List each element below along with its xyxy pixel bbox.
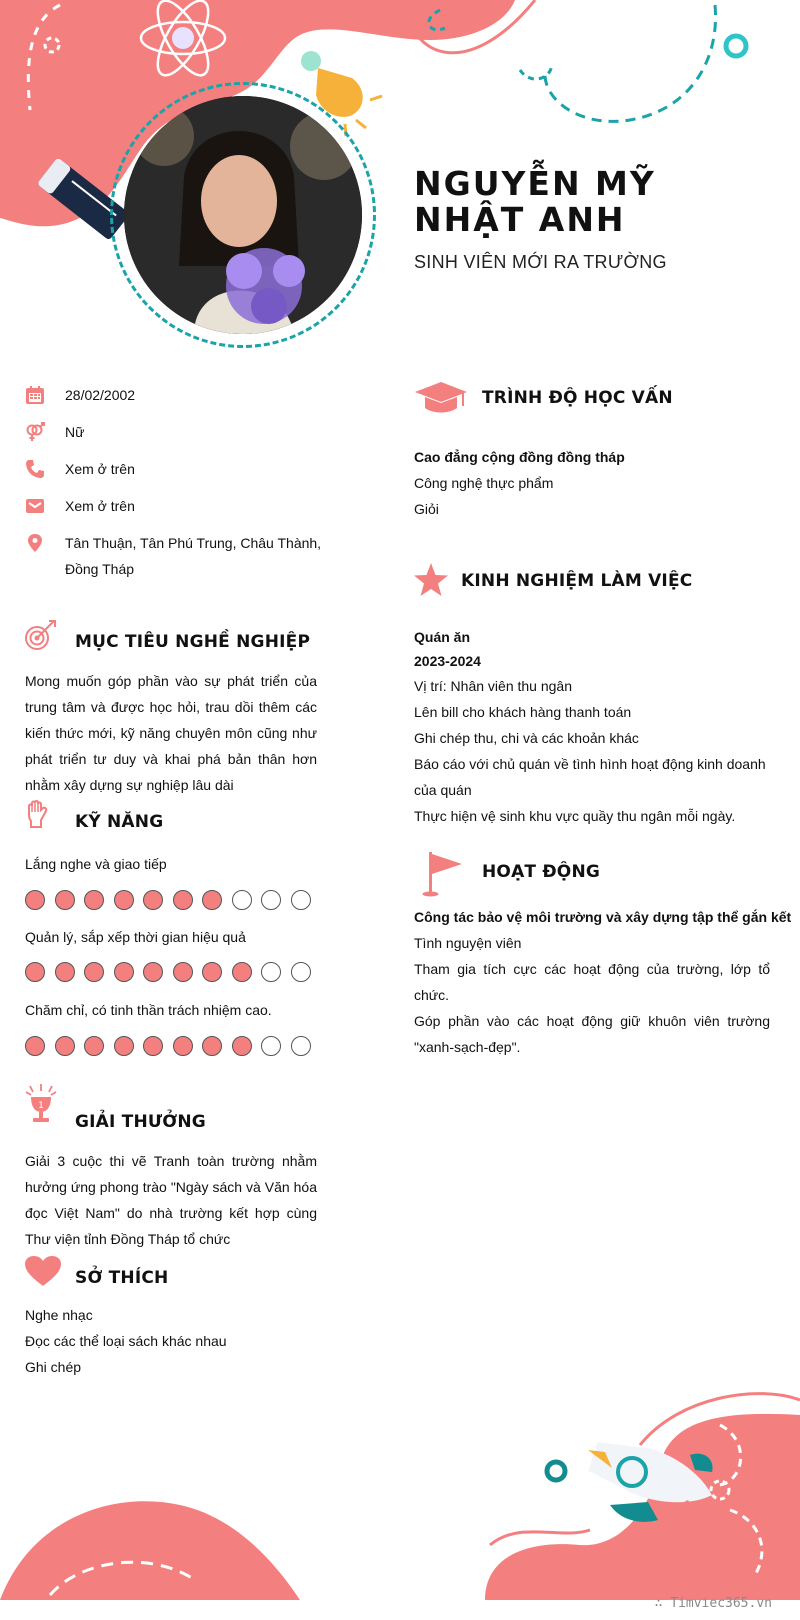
hobby-item: Nghe nhạc (25, 1307, 93, 1323)
skill-rating (25, 1036, 320, 1056)
company-name: Quán ăn (414, 629, 471, 645)
duty-item: Ghi chép thu, chi và các khoản khác (414, 730, 639, 746)
target-icon (24, 618, 58, 652)
work-position: Vị trí: Nhân viên thu ngân (414, 678, 572, 694)
avatar (124, 96, 362, 334)
rating-dot-filled (143, 1036, 163, 1056)
graduation-cap-icon (413, 380, 469, 416)
job-title: SINH VIÊN MỚI RA TRƯỜNG (414, 252, 667, 272)
dashed-path-right (545, 5, 716, 121)
duty-item: Thực hiện vệ sinh khu vực quầy thu ngân mỗi ngày. (414, 808, 736, 824)
rating-dot-empty (261, 1036, 281, 1056)
rating-dot-filled (114, 962, 134, 982)
email-row (25, 496, 325, 519)
skills-title: KỸ NĂNG (75, 812, 164, 832)
rating-dot-empty (261, 962, 281, 982)
rating-dot-filled (25, 890, 45, 910)
phone-value: Xem ở trên (65, 461, 135, 477)
rating-dot-filled (114, 890, 134, 910)
location-pin-icon (25, 533, 45, 553)
teal-ring (726, 36, 746, 56)
address-row (25, 533, 325, 582)
rating-dot-filled (55, 962, 75, 982)
hobbies-title: SỞ THÍCH (75, 1268, 169, 1288)
skill-name: Quản lý, sắp xếp thời gian hiệu quả (25, 929, 246, 945)
work-period: 2023-2024 (414, 653, 481, 669)
mail-icon (25, 496, 45, 516)
email-value: Xem ở trên (65, 498, 135, 514)
footer-decoration (0, 1390, 800, 1620)
hobby-item: Đọc các thể loại sách khác nhau (25, 1333, 227, 1349)
rating-dot-filled (202, 1036, 222, 1056)
activities-title: HOẠT ĐỘNG (482, 862, 601, 882)
activities-details (414, 904, 792, 1060)
phone-row (25, 459, 325, 482)
rating-dot-empty (261, 890, 281, 910)
rating-dot-filled (202, 890, 222, 910)
candidate-name: NGUYỄN MỸ NHẬT ANH (414, 164, 656, 239)
hobbies-list (25, 1302, 227, 1380)
address-value: Tân Thuận, Tân Phú Trung, Châu Thành, Đồng Tháp (65, 535, 322, 577)
rating-dot-filled (173, 1036, 193, 1056)
awards-text: Giải 3 cuộc thi vẽ Tranh toàn trường nhằm hưởng ứng phong trào "Ngày sách và Văn hóa đọc Việt Nam" do nhà trường kết hợp cùng Thư viện tỉnh Đồng Tháp tổ chức (25, 1153, 317, 1247)
rating-dot-filled (114, 1036, 134, 1056)
objective-text: Mong muốn góp phần vào sự phát triển của trung tâm và được học hỏi, trau dồi thêm các kiến thức mới, kỹ năng chuyên môn cũng như phát triển tư duy và khai phá bản thân hơn nhằm xây dựng sự nghiệp lâu dài (25, 673, 317, 793)
teal-ring (547, 1462, 565, 1480)
rating-dot-filled (55, 1036, 75, 1056)
duty-item: Lên bill cho khách hàng thanh toán (414, 704, 632, 720)
skill-name: Lắng nghe và giao tiếp (25, 856, 167, 872)
rating-dot-filled (232, 1036, 252, 1056)
heart-icon (24, 1255, 62, 1287)
rating-dot-filled (55, 890, 75, 910)
rating-dot-filled (84, 1036, 104, 1056)
education-title: TRÌNH ĐỘ HỌC VẤN (482, 388, 673, 408)
gender-icon (25, 422, 45, 442)
education-grade: Giỏi (414, 501, 439, 517)
birthday-row (25, 385, 325, 408)
school-name: Cao đẳng cộng đồng đồng tháp (414, 449, 625, 465)
awards-title: GIẢI THƯỞNG (75, 1112, 206, 1132)
rating-dot-empty (291, 962, 311, 982)
rating-dot-filled (173, 890, 193, 910)
gender-value: Nữ (65, 424, 85, 440)
svg-text:1: 1 (38, 1101, 44, 1111)
rating-dot-filled (143, 962, 163, 982)
calendar-icon (25, 385, 45, 405)
flag-icon (420, 850, 464, 898)
trophy-icon (24, 1084, 58, 1124)
activity-role: Tình nguyện viên (414, 935, 522, 951)
rating-dot-filled (173, 962, 193, 982)
skill-rating (25, 962, 320, 982)
rating-dot-empty (291, 1036, 311, 1056)
phone-icon (25, 459, 45, 479)
rating-dot-filled (143, 890, 163, 910)
rating-dot-filled (232, 962, 252, 982)
hobby-item: Ghi chép (25, 1359, 82, 1375)
experience-title: KINH NGHIỆM LÀM VIỆC (461, 571, 693, 591)
objective-title: MỤC TIÊU NGHỀ NGHIỆP (75, 632, 311, 652)
birthday-value: 28/02/2002 (65, 387, 136, 403)
star-icon (413, 562, 449, 598)
rating-dot-filled (84, 890, 104, 910)
rating-dot-filled (84, 962, 104, 982)
experience-details (414, 625, 770, 829)
rating-dot-filled (25, 1036, 45, 1056)
watermark: ∴ Timviec365.vn (654, 1596, 772, 1611)
hand-icon (26, 800, 48, 830)
activity-name: Công tác bảo vệ môi trường và xây dựng tập thể gắn kết (414, 909, 792, 925)
activity-detail: Góp phần vào các hoạt động giữ khuôn viên trường "xanh-sạch-đẹp". (414, 1013, 770, 1055)
duty-item: Báo cáo với chủ quán về tình hình hoạt động kinh doanh của quán (414, 756, 766, 798)
skill-rating (25, 890, 320, 910)
rating-dot-filled (25, 962, 45, 982)
rating-dot-filled (202, 962, 222, 982)
education-details (414, 444, 625, 522)
footer-blob-left (0, 1501, 300, 1600)
rating-dot-empty (232, 890, 252, 910)
activity-detail: Tham gia tích cực các hoạt động của trường, lớp tổ chức. (414, 961, 770, 1003)
rating-dot-empty (291, 890, 311, 910)
education-major: Công nghệ thực phẩm (414, 475, 554, 491)
skill-name: Chăm chỉ, có tinh thần trách nhiệm cao. (25, 1002, 272, 1018)
gender-row (25, 422, 325, 445)
